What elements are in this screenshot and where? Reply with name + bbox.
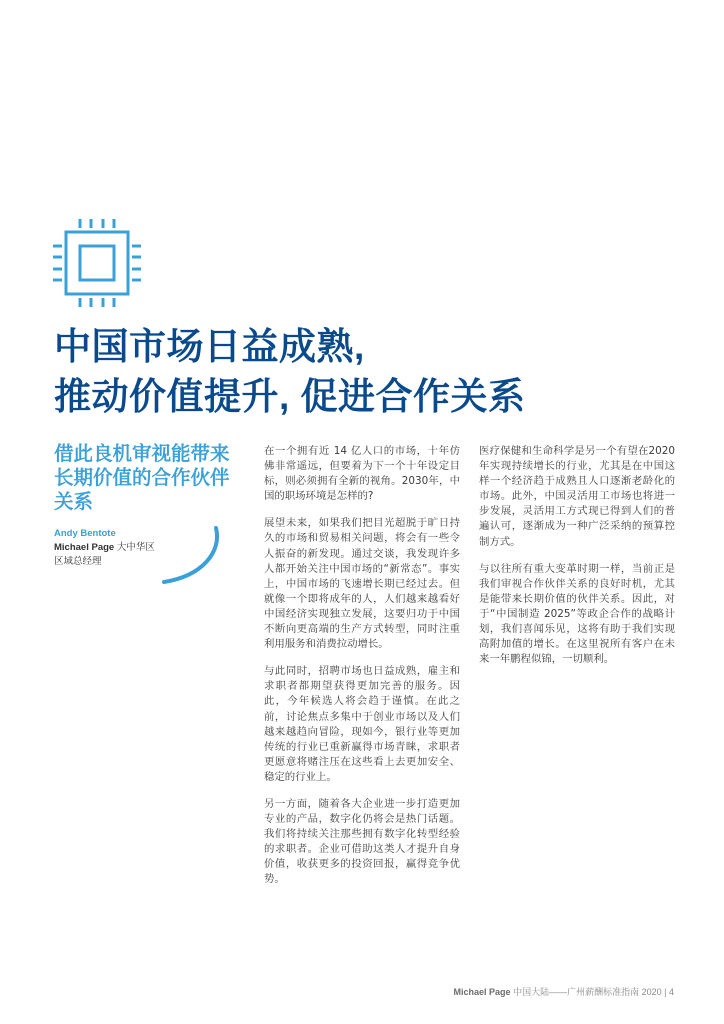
author-role-region: 大中华区 <box>116 542 155 553</box>
footer-separator: | <box>664 987 667 997</box>
author-company: Michael Page <box>54 542 115 553</box>
author-role-title: 区域总经理 <box>54 556 102 567</box>
section-subheading: 借此良机审视能带来长期价值的合作伙伴关系 <box>54 443 230 513</box>
paragraph: 在一个拥有近 14 亿人口的市场，十年仿佛非常遥远，但要着为下一个十年设定目标，则必须拥有全新的视角。2030年，中国的职场环境是怎样的? <box>264 445 460 503</box>
page-title-line-2: 推动价值提升, 促进合作关系 <box>54 376 526 417</box>
paragraph: 与以往所有重大变革时期一样，当前正是我们审视合作伙伴关系的良好时机，尤其是能带来长期价值的伙伴关系。因此，对于“中国制造 2025”等政企合作的战略计划，我们喜闻乐见，这将有助于我们实现高附加值的增长。在这里祝所有客户在未来一年鹏程似锦，一切顺利。 <box>479 562 675 666</box>
page-title-line-1: 中国市场日益成熟, <box>54 326 365 367</box>
paragraph: 展望未来，如果我们把目光超脱于旷日持久的市场和贸易相关问题，将会有一些令人振奋的新发现。通过交谈，我发现许多人都开始关注中国市场的“新常态”。事实上，中国市场的飞速增长期已经过去。但就像一个即将成年的人，人们越来越看好中国经济实现独立发展，这要归功于中国不断向更高端的生产方式转型，同时注重利用服务和消费拉动增长。 <box>264 517 460 651</box>
microchip-icon <box>50 216 144 310</box>
paragraph: 另一方面，随着各大企业进一步打造更加专业的产品，数字化仍将会是热门话题。我们将持续关注那些拥有数字化转型经验的求职者。企业可借助这类人才提升自身价值，收获更多的投资回报，赢得竞争优势。 <box>264 797 460 886</box>
footer-brand: Michael Page <box>453 987 511 997</box>
paragraph: 医疗保健和生命科学是另一个有望在2020年实现持续增长的行业，尤其是在中国这样一个经济趋于成熟且人口逐渐老龄化的市场。此外，中国灵活用工市场也将进一步发展，灵活用工方式现已得到人们的普遍认可，逐渐成为一种广泛采纳的预算控制方式。 <box>479 445 675 548</box>
decorative-arc <box>150 526 230 586</box>
page-title <box>54 322 694 422</box>
article-column-2 <box>479 444 675 679</box>
page-footer <box>454 985 674 998</box>
article-column-1 <box>264 444 460 900</box>
author-name: Andy Bentote <box>54 528 116 539</box>
paragraph: 与此同时，招聘市场也日益成熟，雇主和求职者都期望获得更加完善的服务。因此，今年候选人将会趋于谨慎。在此之前，讨论焦点多集中于创业市场以及人们越来越趋向冒险，现如今，银行业等更加传统的行业已重新赢得市场青睐，求职者更愿意将赌注压在这些看上去更加安全、稳定的行业上。 <box>264 665 460 783</box>
footer-text: 中国大陆——广州薪酬标准指南 2020 <box>513 987 662 997</box>
page-number: 4 <box>668 987 674 997</box>
